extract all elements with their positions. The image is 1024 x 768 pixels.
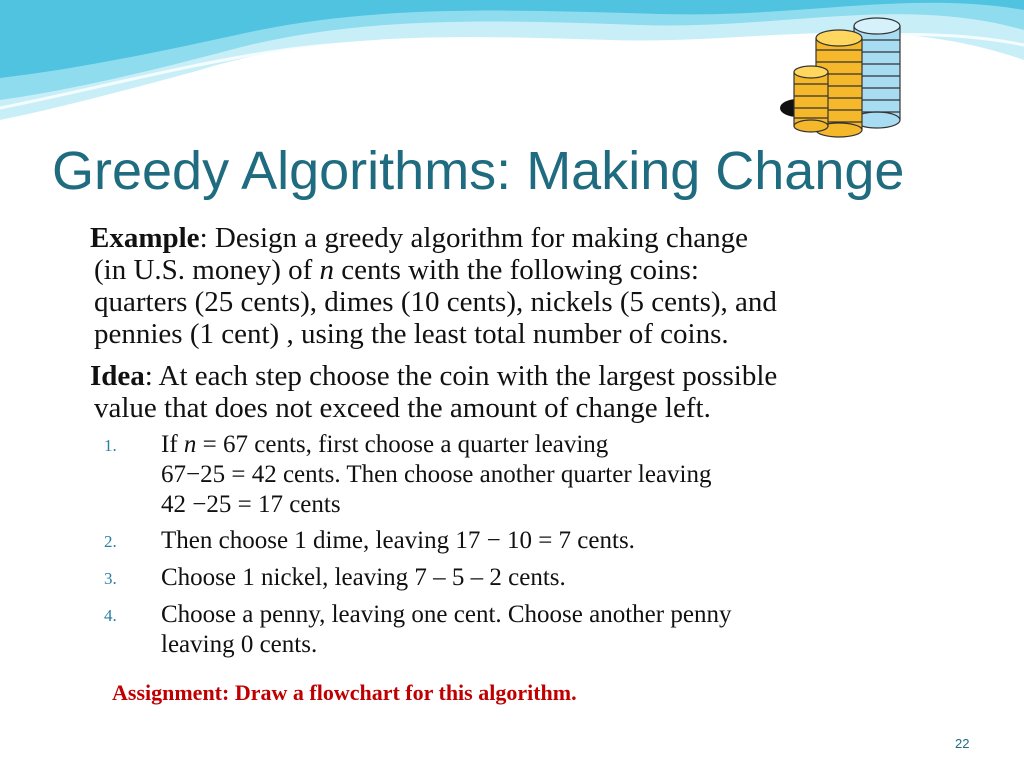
idea-line-2: value that does not exceed the amount of change left.: [94, 392, 711, 424]
step-1-variable-n: n: [183, 431, 197, 458]
steps-list: [104, 430, 984, 660]
example-line-4: pennies (1 cent) , using the least total number of coins.: [94, 318, 729, 350]
idea-paragraph: [90, 360, 980, 424]
step-1-text-a: If: [161, 431, 184, 458]
page-number: 22: [955, 736, 970, 751]
example-line-2: [90, 254, 980, 286]
example-variable-n: n: [319, 254, 335, 286]
slide-title: Greedy Algorithms: Making Change: [52, 141, 905, 201]
example-text-2b: cents with the following coins:: [334, 254, 699, 286]
step-1-line-3: 42 −25 = 17 cents: [161, 491, 341, 518]
idea-line-1: [90, 360, 980, 392]
example-paragraph: [90, 222, 980, 350]
list-item: [104, 430, 984, 526]
example-text-1: : Design a greedy algorithm for making change: [199, 222, 748, 254]
step-number: 4.: [104, 606, 117, 625]
list-item: [104, 563, 984, 600]
step-4-line-2: leaving 0 cents.: [161, 631, 318, 658]
step-2-line-1: Then choose 1 dime, leaving 17 − 10 = 7 cents.: [161, 527, 635, 554]
idea-label: Idea: [90, 360, 145, 392]
idea-text-1: : At each step choose the coin with the largest possible: [144, 360, 778, 392]
step-number: 1.: [104, 436, 117, 455]
assignment-text: Assignment: Draw a flowchart for this algorithm.: [112, 680, 577, 705]
example-line-1: [90, 222, 980, 254]
list-item: [104, 600, 984, 660]
step-number: 2.: [104, 532, 117, 551]
list-item: [104, 526, 984, 563]
step-1-line-1: [161, 430, 984, 460]
step-1-line-2: 67−25 = 42 cents. Then choose another quarter leaving: [161, 461, 712, 488]
example-line-3: quarters (25 cents), dimes (10 cents), nickels (5 cents), and: [94, 286, 777, 318]
example-label: Example: [90, 222, 200, 254]
step-4-line-1: Choose a penny, leaving one cent. Choose another penny: [161, 601, 732, 628]
step-3-line-1: Choose 1 nickel, leaving 7 – 5 – 2 cents.: [161, 564, 566, 591]
step-1-text-b: = 67 cents, first choose a quarter leaving: [196, 431, 609, 458]
example-text-2a: (in U.S. money) of: [94, 254, 320, 286]
step-number: 3.: [104, 569, 117, 588]
coin-stacks-icon: [776, 10, 914, 138]
